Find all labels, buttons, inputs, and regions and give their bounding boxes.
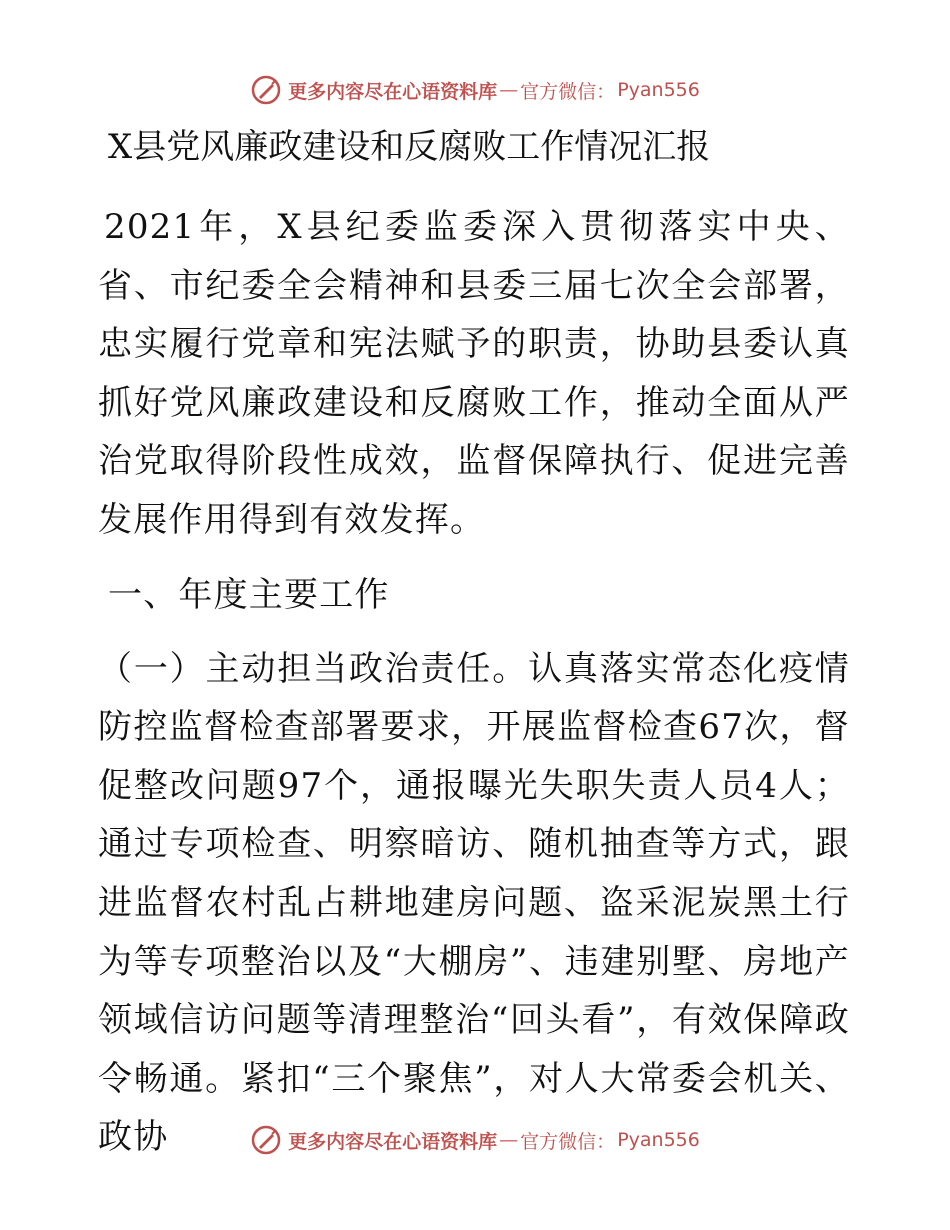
- watermark-official-label: 官方微信：: [520, 1130, 616, 1153]
- intro-paragraph-text: 2021年，X县纪委监委深入贯彻落实中央、省、市纪委全会精神和县委三届七次全会部署，忠实履行党章和宪法赋予的职责，协助县委认真抓好党风廉政建设和反腐败工作，推动全面从严治党取得阶段性成效，监督保障执行、促进完善发展作用得到有效发挥。: [98, 207, 850, 540]
- quill-logo-icon: [250, 74, 282, 106]
- watermark-wechat-id: Pyan556: [617, 1129, 700, 1151]
- watermark-dash: —: [499, 79, 519, 101]
- watermark-dash: —: [499, 1129, 519, 1151]
- watermark-wechat-id: Pyan556: [617, 79, 700, 101]
- section-paragraph: （一）主动担当政治责任。认真落实常态化疫情防控监督检查部署要求，开展监督检查67次，督促整改问题97个，通报曝光失职失责人员4人；通过专项检查、明察暗访、随机抽查等方式，跟进监督农村乱占耕地建房问题、盗采泥炭黑土行为等专项整治以及“大棚房”、违建别墅、房地产领域信访问题等清理整治“回头看”，有效保障政令畅通。紧扣“三个聚焦”，对人大常委会机关、政协: [98, 648, 850, 1158]
- document-title: X县党风廉政建设和反腐败工作情况汇报: [108, 127, 711, 167]
- watermark-brand: 更多内容尽在心语资料库: [288, 80, 498, 103]
- document-body: [98, 120, 850, 1167]
- intro-paragraph: [98, 198, 850, 550]
- section-heading: 一、年度主要工作: [108, 574, 390, 615]
- watermark-official-label: 官方微信：: [520, 80, 616, 103]
- watermark-footer: [0, 1120, 950, 1160]
- watermark-brand: 更多内容尽在心语资料库: [288, 1130, 498, 1153]
- quill-logo-icon: [250, 1124, 282, 1156]
- watermark-header: [0, 70, 950, 110]
